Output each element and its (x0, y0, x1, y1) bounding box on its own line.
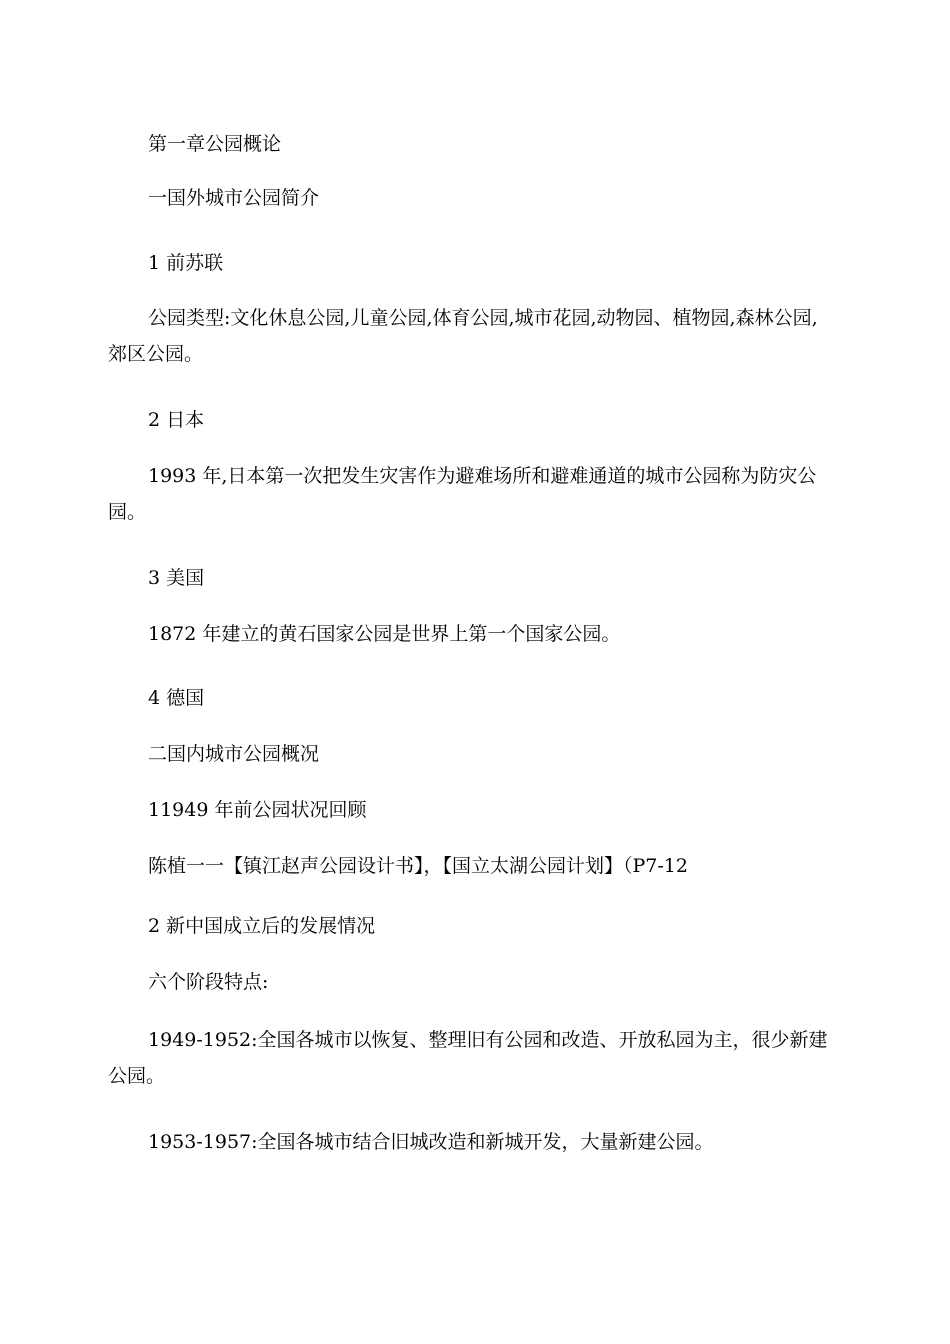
subheading-japan: 2 日本 (148, 409, 205, 431)
paragraph-1949-1952: 1949-1952:全国各城市以恢复、整理旧有公园和改造、开放私园为主，很少新建公园。 (108, 1029, 828, 1087)
subheading-new-china: 2 新中国成立后的发展情况 (148, 915, 376, 937)
paragraph-park-types: 公园类型:文化休息公园,儿童公园,体育公园,城市花园,动物园、植物园,森林公园,郊区公园。 (108, 307, 818, 365)
paragraph-six-stages: 六个阶段特点: (148, 971, 269, 993)
section-heading-foreign: 一国外城市公园简介 (148, 187, 320, 209)
subheading-germany: 4 德国 (148, 687, 205, 709)
section-heading-domestic: 二国内城市公园概况 (148, 743, 320, 765)
subheading-pre-1949: 11949 年前公园状况回顾 (148, 799, 367, 821)
paragraph-japan: 1993 年,日本第一次把发生灾害作为避难场所和避难通道的城市公园称为防灾公园。 (108, 465, 817, 523)
paragraph-1953-1957: 1953-1957:全国各城市结合旧城改造和新城开发，大量新建公园。 (148, 1131, 714, 1153)
subheading-usa: 3 美国 (148, 567, 205, 589)
paragraph-chen-zhi: 陈植一一【镇江赵声公园设计书】，【国立太湖公园计划】（P7-12 (148, 855, 688, 877)
paragraph-usa: 1872 年建立的黄石国家公园是世界上第一个国家公园。 (148, 623, 621, 645)
chapter-title: 第一章公园概论 (148, 133, 282, 155)
subheading-soviet: 1 前苏联 (148, 252, 224, 274)
